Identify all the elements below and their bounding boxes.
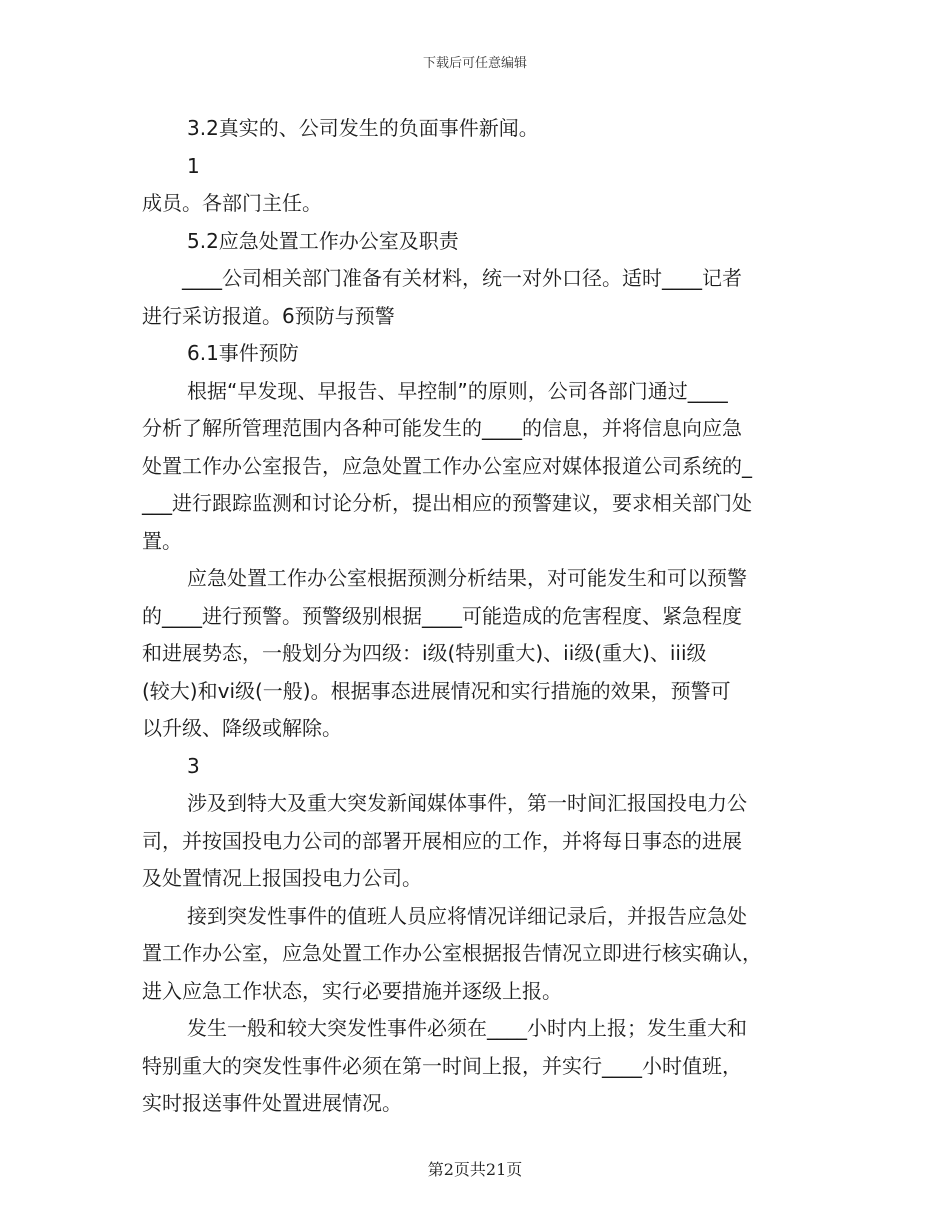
page-number-footer: 第2页共21页 xyxy=(427,1160,523,1179)
paragraph-line: 以升级、降级或解除。 xyxy=(142,716,342,740)
paragraph-line: 分析了解所管理范围内各种可能发生的____的信息，并将信息向应急 xyxy=(142,416,742,440)
section-heading-6-1: 6.1事件预防 xyxy=(187,341,299,365)
paragraph-line: 涉及到特大及重大突发新闻媒体事件，第一时间汇报国投电力公 xyxy=(187,791,747,815)
paragraph-line: 和进展势态，一般划分为四级：i级(特别重大)、ii级(重大)、iii级 xyxy=(142,641,707,665)
paragraph-line: 置。 xyxy=(142,528,182,553)
paragraph-line: 处置工作办公室报告，应急处置工作办公室应对媒体报道公司系统的_ xyxy=(142,453,752,478)
paragraph-line: 的____进行预警。预警级别根据____可能造成的危害程度、紧急程度 xyxy=(142,603,742,628)
paragraph-line: 根据“早发现、早报告、早控制”的原则，公司各部门通过____ xyxy=(187,378,728,403)
paragraph-line: 接到突发性事件的值班人员应将情况详细记录后，并报告应急处 xyxy=(187,903,747,928)
text-line: ____公司相关部门准备有关材料，统一对外口径。适时____记者 xyxy=(182,266,742,290)
section-heading-5-2: 5.2应急处置工作办公室及职责 xyxy=(187,228,459,253)
document-body xyxy=(142,110,808,1123)
section-number: 1 xyxy=(187,153,200,178)
paragraph-line: 发生一般和较大突发性事件必须在____小时内上报；发生重大和 xyxy=(187,1016,747,1040)
text-line: 成员。各部门主任。 xyxy=(142,191,322,215)
section-number: 3 xyxy=(187,753,200,778)
paragraph-line: 置工作办公室，应急处置工作办公室根据报告情况立即进行核实确认， xyxy=(142,941,762,965)
paragraph-line: 司，并按国投电力公司的部署开展相应的工作，并将每日事态的进展 xyxy=(142,828,742,853)
page-header: 下载后可任意编辑 xyxy=(422,56,527,71)
paragraph-line: ___进行跟踪监测和讨论分析，提出相应的预警建议，要求相关部门处 xyxy=(142,491,752,515)
section-heading-3-2: 3.2真实的、公司发生的负面事件新闻。 xyxy=(187,116,539,140)
paragraph-line: 实时报送事件处置进展情况。 xyxy=(142,1091,402,1115)
paragraph-line: 进入应急工作状态，实行必要措施并逐级上报。 xyxy=(142,978,562,1003)
paragraph-line: 特别重大的突发性事件必须在第一时间上报，并实行____小时值班， xyxy=(142,1053,742,1078)
text-line: 进行采访报道。6预防与预警 xyxy=(142,303,395,328)
paragraph-line: 应急处置工作办公室根据预测分析结果，对可能发生和可以预警 xyxy=(187,566,747,590)
paragraph-line: (较大)和vi级(一般)。根据事态进展情况和实行措施的效果，预警可 xyxy=(142,678,731,703)
paragraph-line: 及处置情况上报国投电力公司。 xyxy=(142,866,422,890)
